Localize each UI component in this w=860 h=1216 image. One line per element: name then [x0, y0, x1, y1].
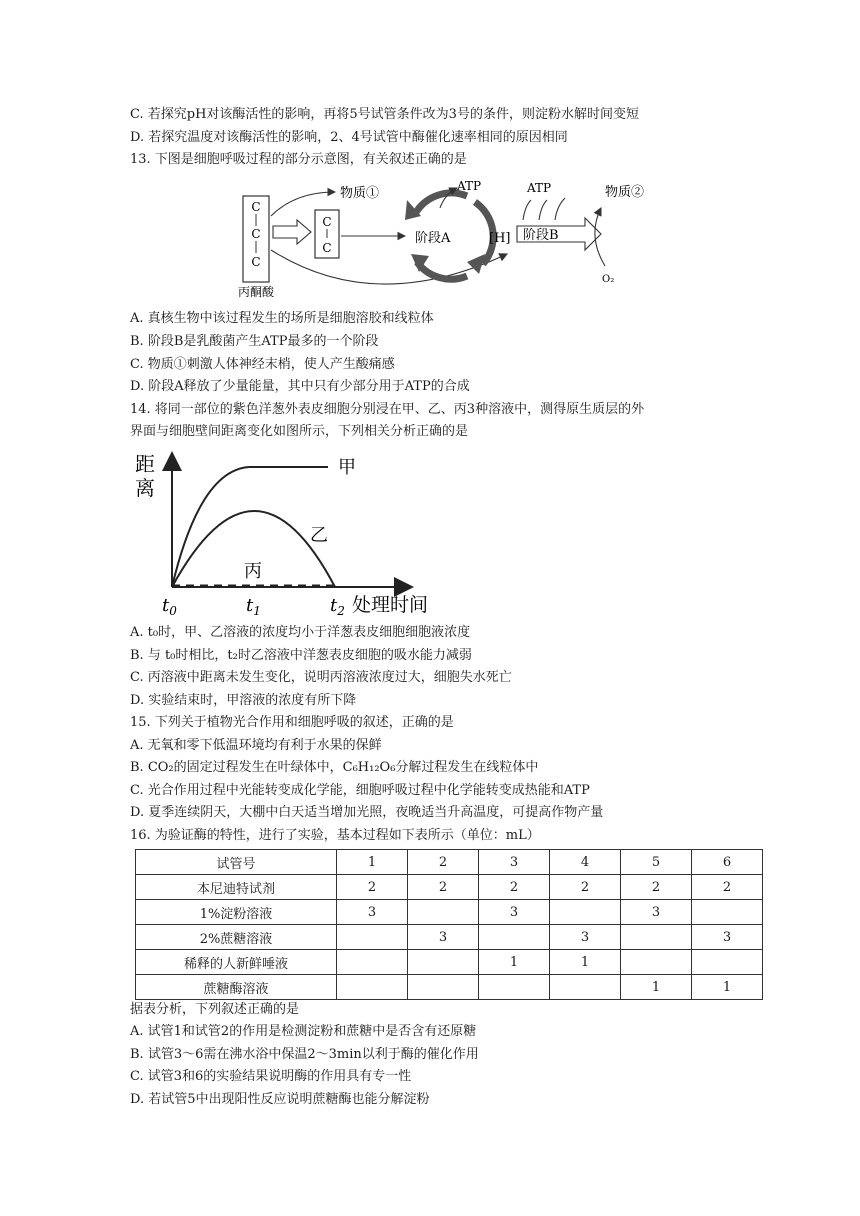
- table-cell: 1: [692, 975, 763, 1000]
- q16-table: [135, 849, 763, 1000]
- table-cell: 2: [408, 850, 479, 875]
- cycle-arc-bottom: [417, 262, 467, 279]
- table-header-row: [136, 850, 763, 875]
- h-label: [H]: [489, 231, 511, 246]
- table-cell: [337, 950, 408, 975]
- atp-label-1: ATP: [457, 179, 482, 193]
- cycle-arc-top: [415, 193, 467, 214]
- atp-wiggles: [523, 198, 565, 220]
- table-cell: 3: [408, 925, 479, 950]
- table-cell: 1: [479, 950, 550, 975]
- q15-option-a: A. 无氧和零下低温环境均有利于水果的保鲜: [130, 738, 382, 753]
- table-cell: [408, 900, 479, 925]
- q16-stem: 16. 为验证酶的特性，进行了实验，基本过程如下表所示（单位：mL）: [130, 828, 540, 843]
- table-cell: [621, 925, 692, 950]
- q14-distance-graph: [130, 445, 460, 620]
- c3-atom-1: C: [251, 200, 261, 214]
- q14-stem-line1: 14. 将同一部位的紫色洋葱外表皮细胞分别浸在甲、乙、丙3种溶液中，测得原生质层的外: [130, 402, 645, 417]
- x-axis-label: 处理时间: [352, 594, 429, 616]
- table-cell: [621, 950, 692, 975]
- table-cell: [408, 950, 479, 975]
- curve-bing-label: 丙: [244, 561, 262, 582]
- y-axis-label-2: 离: [135, 476, 155, 500]
- table-cell: 试管号: [136, 850, 337, 875]
- q13-option-b: B. 阶段B是乳酸菌产生ATP最多的一个阶段: [130, 334, 379, 349]
- q16-option-a: A. 试管1和试管2的作用是检测淀粉和蔗糖中是否含有还原糖: [130, 1024, 477, 1039]
- o2-label: O₂: [602, 274, 615, 285]
- c2-atom-2: C: [322, 241, 332, 255]
- q15-option-d: D. 夏季连续阴天，大棚中白天适当增加光照，夜晚适当升高温度，可提高作物产量: [130, 805, 604, 820]
- tick-t0: $t_0$: [162, 595, 177, 618]
- table-cell: [479, 925, 550, 950]
- table-cell: 4: [550, 850, 621, 875]
- c3-atom-2: C: [251, 227, 261, 241]
- q15-stem: 15. 下列关于植物光合作用和细胞呼吸的叙述，正确的是: [130, 715, 454, 730]
- table-cell: 3: [692, 925, 763, 950]
- table-cell: [337, 925, 408, 950]
- table-cell: 2: [337, 875, 408, 900]
- q14-option-d: D. 实验结束时，甲溶液的浓度有所下降: [130, 693, 357, 708]
- table-cell: 5: [621, 850, 692, 875]
- curve-jia-label: 甲: [338, 457, 356, 478]
- prev-option-d: D. 若探究温度对该酶活性的影响，2、4号试管中酶催化速率相同的原因相同: [130, 130, 568, 145]
- table-cell: [692, 900, 763, 925]
- table-row: [136, 875, 763, 900]
- q13-stem: 13. 下图是细胞呼吸过程的部分示意图，有关叙述正确的是: [130, 152, 467, 167]
- q16-option-c: C. 试管3和6的实验结果说明酶的作用具有专一性: [130, 1069, 412, 1084]
- prev-option-c: C. 若探究pH对该酶活性的影响，再将5号试管条件改为3号的条件，则淀粉水解时间变短: [130, 107, 639, 122]
- y-axis-label-1: 距: [135, 452, 155, 476]
- pyruvate-label: 丙酮酸: [237, 285, 275, 299]
- q14-option-a: A. t₀时，甲、乙溶液的浓度均小于洋葱表皮细胞细胞液浓度: [130, 625, 471, 640]
- table-cell: 2: [550, 875, 621, 900]
- c3-atom-3: C: [251, 255, 261, 269]
- table-cell: 2: [408, 875, 479, 900]
- stage-a-label: 阶段A: [415, 231, 451, 246]
- table-cell: [550, 975, 621, 1000]
- table-cell: 本尼迪特试剂: [136, 875, 337, 900]
- table-cell: 1: [550, 950, 621, 975]
- table-cell: [550, 900, 621, 925]
- q13-option-d: D. 阶段A释放了少量能量，其中只有少部分用于ATP的合成: [130, 379, 470, 394]
- table-cell: 蔗糖酶溶液: [136, 975, 337, 1000]
- to-substance1-arrow: [271, 192, 335, 216]
- q14-option-c: C. 丙溶液中距离未发生变化，说明丙溶液浓度过大，细胞失水死亡: [130, 670, 512, 685]
- q13-option-a: A. 真核生物中该过程发生的场所是细胞溶胶和线粒体: [130, 311, 434, 326]
- substance1-label: 物质①: [340, 186, 380, 201]
- pyruvate-to-h-arrow: [271, 250, 507, 284]
- table-cell: 2: [621, 875, 692, 900]
- substance2-label: 物质②: [605, 185, 645, 200]
- curve-yi-label: 乙: [310, 525, 328, 546]
- q16-option-b: B. 试管3～6需在沸水浴中保温2～3min以利于酶的催化作用: [130, 1047, 479, 1062]
- q16-option-d: D. 若试管5中出现阳性反应说明蔗糖酶也能分解淀粉: [130, 1092, 430, 1107]
- c3-to-c2-arrow: [273, 220, 311, 244]
- stage-b-label: 阶段B: [523, 228, 559, 243]
- table-cell: 2%蔗糖溶液: [136, 925, 337, 950]
- table-cell: 3: [479, 850, 550, 875]
- tick-t1: $t_1$: [246, 595, 261, 618]
- table-cell: 2: [479, 875, 550, 900]
- table-cell: 稀释的人新鲜唾液: [136, 950, 337, 975]
- q13-respiration-diagram: [235, 176, 655, 306]
- q15-option-c: C. 光合作用过程中光能转变成化学能，细胞呼吸过程中化学能转变成热能和ATP: [130, 783, 590, 798]
- table-row: [136, 900, 763, 925]
- table-cell: 3: [337, 900, 408, 925]
- table-cell: [692, 950, 763, 975]
- table-cell: 3: [550, 925, 621, 950]
- table-cell: 3: [621, 900, 692, 925]
- table-cell: 2: [692, 875, 763, 900]
- c2-atom-1: C: [322, 215, 332, 229]
- q16-after-text: 据表分析，下列叙述正确的是: [130, 1002, 300, 1017]
- table-cell: 1: [621, 975, 692, 1000]
- tick-t2: $t_2$: [330, 595, 345, 618]
- table-cell: 3: [479, 900, 550, 925]
- q14-stem-line2: 界面与细胞壁间距离变化如图所示，下列相关分析正确的是: [130, 424, 469, 439]
- table-cell: 1%淀粉溶液: [136, 900, 337, 925]
- table-cell: [408, 975, 479, 1000]
- q14-option-b: B. 与 t₀时相比，t₂时乙溶液中洋葱表皮细胞的吸水能力减弱: [130, 648, 472, 663]
- table-cell: 6: [692, 850, 763, 875]
- q15-option-b: B. CO₂的固定过程发生在叶绿体中，C₆H₁₂O₆分解过程发生在线粒体中: [130, 760, 539, 775]
- table-cell: [479, 975, 550, 1000]
- table-cell: 1: [337, 850, 408, 875]
- table-row: [136, 950, 763, 975]
- table-row: [136, 975, 763, 1000]
- atp-label-2: ATP: [527, 181, 552, 195]
- table-cell: [337, 975, 408, 1000]
- table-row: [136, 925, 763, 950]
- q13-option-c: C. 物质①刺激人体神经末梢，使人产生酸痛感: [130, 357, 395, 372]
